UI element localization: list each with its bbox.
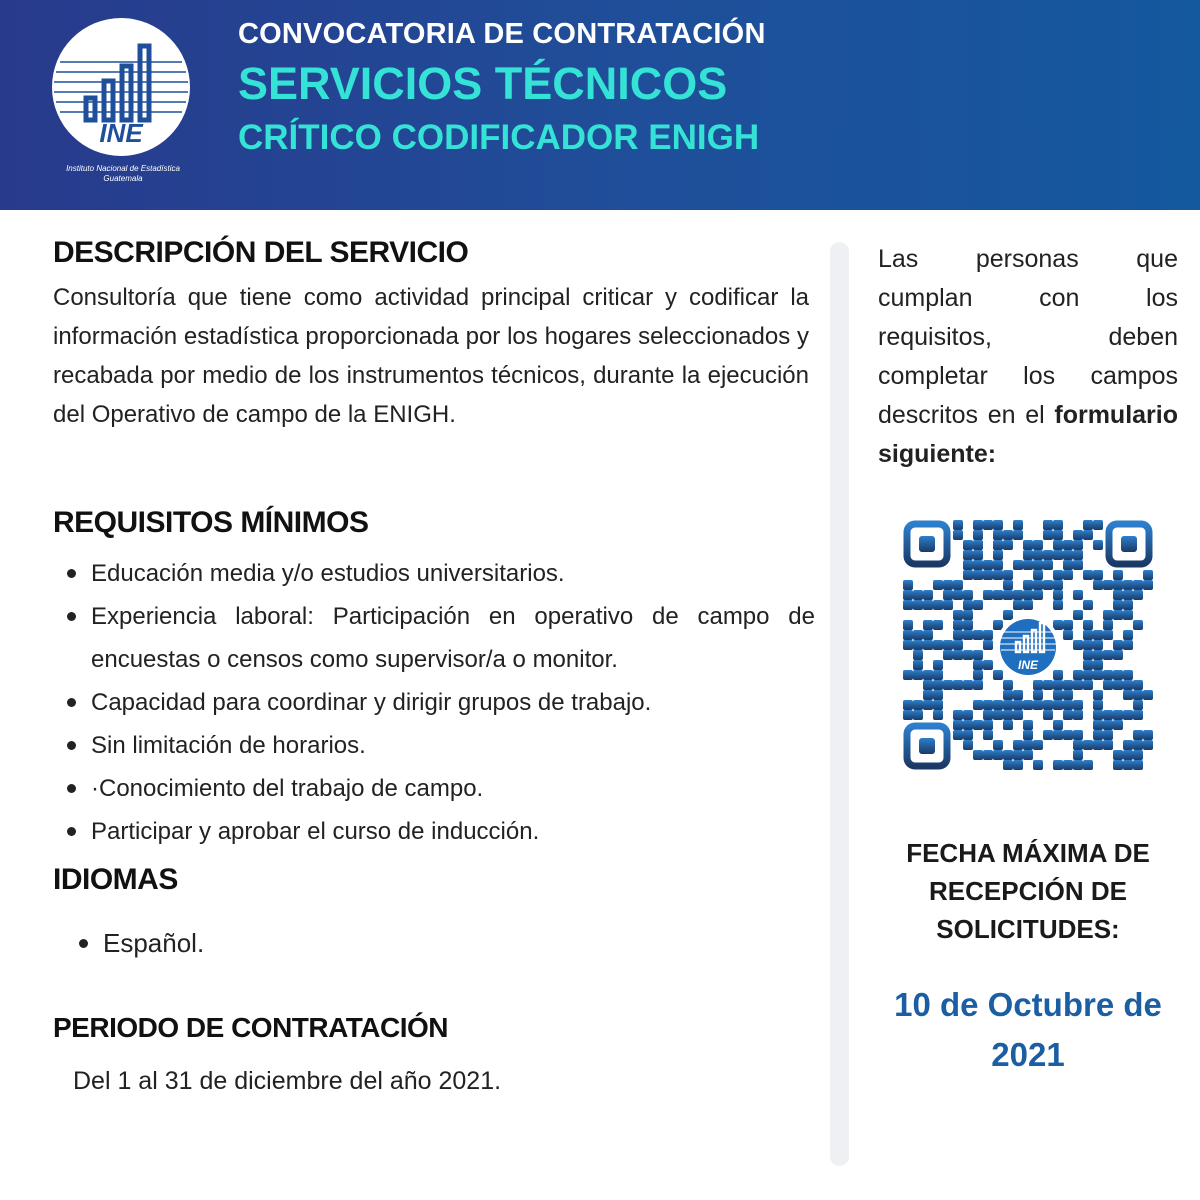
bullet-icon [67, 827, 76, 836]
bullet-icon [67, 612, 76, 621]
header-subtitle: CRÍTICO CODIFICADOR ENIGH [238, 118, 760, 157]
list-item-text: Español. [103, 928, 205, 958]
bullet-icon [67, 569, 76, 578]
header-title: SERVICIOS TÉCNICOS [238, 58, 728, 109]
descripcion-title: DESCRIPCIÓN DEL SERVICIO [53, 236, 469, 269]
idiomas-title: IDIOMAS [53, 863, 178, 896]
form-instructions [878, 240, 1178, 474]
deadline-date: 10 de Octubre de 2021 [894, 986, 1162, 1073]
bullet-icon [67, 698, 76, 707]
logo-caption-country: Guatemala [103, 174, 143, 183]
list-item-text: Participar y aprobar el curso de inducción. [91, 818, 540, 845]
list-item-text: Educación media y/o estudios universitarios. [91, 560, 565, 587]
list-item [53, 810, 815, 853]
list-item [53, 767, 815, 810]
requisitos-title: REQUISITOS MÍNIMOS [53, 506, 369, 539]
logo-circle [52, 18, 190, 156]
form-instructions-text: Las personas que cumplan con los requisitos, deben completar los campos descritos en el [878, 245, 1178, 429]
list-item-text: ·Conocimiento del trabajo de campo. [91, 775, 484, 802]
list-item [65, 922, 465, 966]
qr-code-icon [903, 520, 1153, 770]
list-item [53, 552, 815, 595]
bullet-icon [67, 784, 76, 793]
form-instructions-bold: formulario siguiente: [878, 401, 1178, 468]
list-item-text: Experiencia laboral: Participación en operativo de campo de encuestas o censos como supervisor/a o monitor. [91, 603, 815, 673]
list-item [53, 595, 815, 681]
logo-caption-institute: Instituto Nacional de Estadística [66, 164, 180, 173]
qr-logo-text: INE [1017, 658, 1039, 672]
bullet-icon [79, 939, 88, 948]
logo-caption [48, 164, 198, 184]
header-banner [0, 0, 1200, 210]
bullet-icon [67, 741, 76, 750]
header-kicker: CONVOCATORIA DE CONTRATACIÓN [238, 18, 766, 50]
list-item [53, 724, 815, 767]
requisitos-list [53, 552, 815, 853]
deadline-label: FECHA MÁXIMA DE RECEPCIÓN DE SOLICITUDES: [906, 838, 1150, 944]
logo-text: INE [99, 118, 143, 148]
periodo-title: PERIODO DE CONTRATACIÓN [53, 1012, 449, 1043]
list-item [53, 681, 815, 724]
qr-code[interactable] [903, 520, 1153, 770]
periodo-text: Del 1 al 31 de diciembre del año 2021. [73, 1067, 502, 1095]
ine-logo [48, 18, 198, 203]
list-item-text: Capacidad para coordinar y dirigir grupos de trabajo. [91, 689, 652, 716]
idiomas-list [65, 922, 465, 966]
bar-chart-icon [52, 18, 190, 156]
descripcion-text: Consultoría que tiene como actividad principal criticar y codificar la información estadística proporcionada por los hogares seleccionados y recabada por medio de los instrumentos técnicos, durante la ejecución del Operativo de campo de la ENIGH. [53, 284, 809, 428]
column-divider [830, 242, 849, 1166]
list-item-text: Sin limitación de horarios. [91, 732, 366, 759]
